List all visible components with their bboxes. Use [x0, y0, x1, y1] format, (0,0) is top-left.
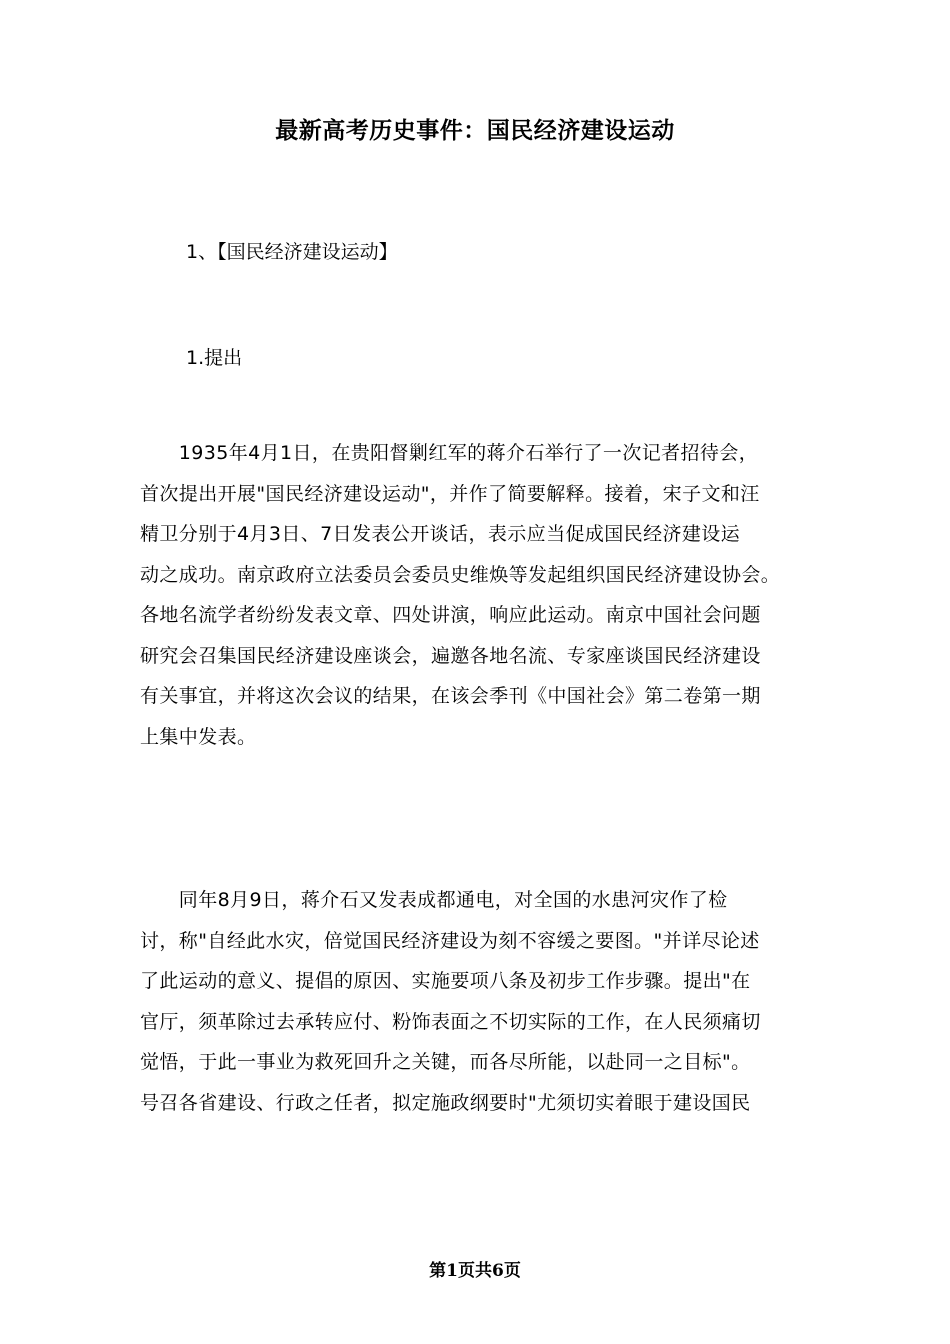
paragraph-line: 号召各省建设、行政之任者，拟定施政纲要时"尤须切实着眼于建设国民 [140, 1091, 751, 1114]
sub-heading: 1.提出 [186, 347, 243, 369]
paragraph-line: 觉悟，于此一事业为救死回升之关键，而各尽所能，以赴同一之目标"。 [140, 1051, 751, 1073]
paragraph-line: 上集中发表。 [140, 725, 257, 748]
paragraph-line: 官厅，须革除过去承转应付、粉饰表面之不切实际的工作，在人民须痛切 [140, 1010, 761, 1033]
paragraph-line: 有关事宜，并将这次会议的结果，在该会季刊《中国社会》第二卷第一期 [140, 685, 761, 707]
paragraph-line: 精卫分别于4月3日、7日发表公开谈话，表示应当促成国民经济建设运 [140, 523, 741, 545]
paragraph-line: 首次提出开展"国民经济建设运动"，并作了简要解释。接着，宋子文和汪 [140, 482, 760, 505]
paragraph-line: 1935年4月1日，在贵阳督剿红军的蒋介石举行了一次记者招待会， [140, 442, 759, 464]
paragraph-line: 讨，称"自经此水灾，倍觉国民经济建设为刻不容缓之要图。"并详尽论述 [140, 929, 760, 952]
section-heading: 1、【国民经济建设运动】 [186, 241, 398, 263]
paragraph-1 [140, 433, 840, 757]
paragraph-line: 了此运动的意义、提倡的原因、实施要项八条及初步工作步骤。提出"在 [140, 970, 751, 992]
paragraph-line: 同年8月9日，蒋介石又发表成都通电，对全国的水患河灾作了检 [140, 889, 728, 911]
paragraph-line: 动之成功。南京政府立法委员会委员史维焕等发起组织国民经济建设协会。 [140, 563, 781, 586]
paragraph-2 [140, 880, 840, 1123]
paragraph-line: 研究会召集国民经济建设座谈会，遍邀各地名流、专家座谈国民经济建设 [140, 644, 761, 667]
paragraph-line: 各地名流学者纷纷发表文章、四处讲演，响应此运动。南京中国社会问题 [140, 604, 761, 626]
page-footer: 第1页共6页 [429, 1261, 521, 1281]
document-title: 最新高考历史事件：国民经济建设运动 [275, 118, 675, 144]
